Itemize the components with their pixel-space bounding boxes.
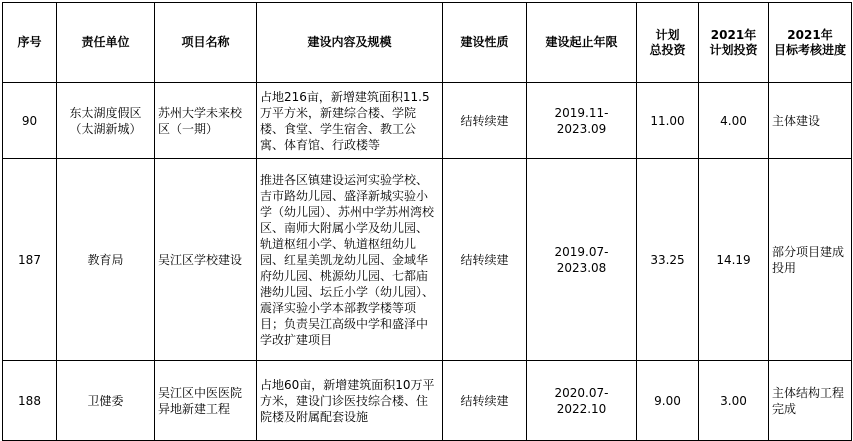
cell-seq: 188 xyxy=(3,361,57,441)
cell-total: 11.00 xyxy=(637,83,699,159)
header-goal-line1: 2021年 xyxy=(787,27,833,42)
cell-content: 推进各区镇建设运河实验学校、吉市路幼儿园、盛泽新城实验小学（幼儿园）、苏州中学苏州湾校区、南师大附属小学及幼儿园、轨道枢纽小学、轨道枢纽幼儿园、红星美凯龙幼儿园、金域华府幼儿园、桃源幼儿园、七都庙港幼儿园、坛丘小学（幼儿园）、震泽实验小学本部教学楼等项目；负责吴江高级中学和盛泽中学改扩建项目 xyxy=(257,159,443,361)
header-total-line1: 计划 xyxy=(655,27,680,42)
cell-total: 33.25 xyxy=(637,159,699,361)
cell-name: 吴江区学校建设 xyxy=(155,159,257,361)
cell-goal: 主体结构工程完成 xyxy=(769,361,852,441)
cell-nature: 结转续建 xyxy=(443,361,527,441)
header-row xyxy=(3,3,852,83)
cell-period: 2020.07-2022.10 xyxy=(527,361,637,441)
header-period: 建设起止年限 xyxy=(527,3,637,83)
cell-plan: 14.19 xyxy=(699,159,769,361)
cell-goal: 部分项目建成投用 xyxy=(769,159,852,361)
header-goal xyxy=(769,3,852,83)
header-total-line2: 总投资 xyxy=(649,42,686,57)
cell-unit: 卫健委 xyxy=(57,361,155,441)
table-row xyxy=(3,159,852,361)
cell-plan: 4.00 xyxy=(699,83,769,159)
cell-seq: 187 xyxy=(3,159,57,361)
header-goal-line2: 目标考核进度 xyxy=(773,42,846,57)
cell-name: 吴江区中医医院异地新建工程 xyxy=(155,361,257,441)
cell-unit: 教育局 xyxy=(57,159,155,361)
table-row xyxy=(3,361,852,441)
cell-period: 2019.11-2023.09 xyxy=(527,83,637,159)
header-nature: 建设性质 xyxy=(443,3,527,83)
table-row xyxy=(3,83,852,159)
cell-goal: 主体建设 xyxy=(769,83,852,159)
cell-total: 9.00 xyxy=(637,361,699,441)
header-plan-line1: 2021年 xyxy=(710,27,757,42)
header-unit: 责任单位 xyxy=(57,3,155,83)
cell-seq: 90 xyxy=(3,83,57,159)
cell-content: 占地60亩，新增建筑面积10万平方米，建设门诊医技综合楼、住院楼及附属配套设施 xyxy=(257,361,443,441)
cell-plan: 3.00 xyxy=(699,361,769,441)
header-plan-investment xyxy=(699,3,769,83)
cell-name: 苏州大学未来校区（一期） xyxy=(155,83,257,159)
header-content: 建设内容及规模 xyxy=(257,3,443,83)
cell-content: 占地216亩，新增建筑面积11.5万平方米，新建综合楼、学院楼、食堂、学生宿舍、教工公寓、体育馆、行政楼等 xyxy=(257,83,443,159)
investment-table xyxy=(2,2,852,441)
cell-unit: 东太湖度假区（太湖新城） xyxy=(57,83,155,159)
cell-nature: 结转续建 xyxy=(443,159,527,361)
header-seq: 序号 xyxy=(3,3,57,83)
cell-period: 2019.07-2023.08 xyxy=(527,159,637,361)
header-name: 项目名称 xyxy=(155,3,257,83)
header-total-investment xyxy=(637,3,699,83)
cell-nature: 结转续建 xyxy=(443,83,527,159)
header-plan-line2: 计划投资 xyxy=(709,42,758,57)
